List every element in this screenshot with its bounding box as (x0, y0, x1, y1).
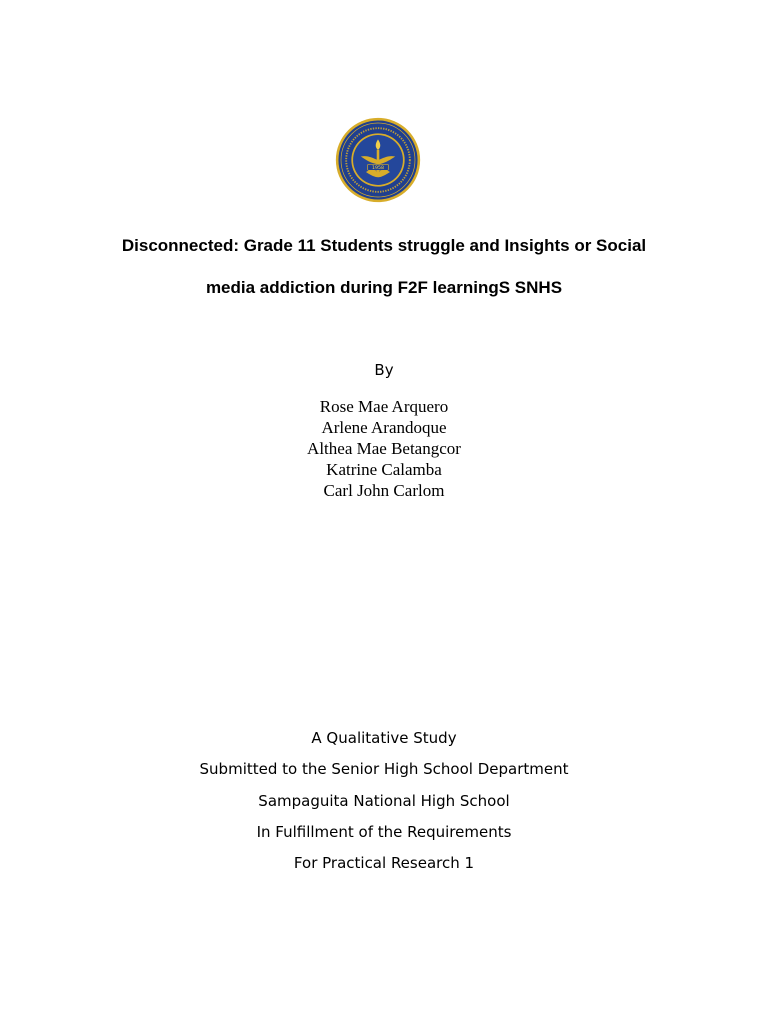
author-name: Althea Mae Betangcor (307, 439, 461, 458)
school-name: Sampaguita National High School (258, 791, 510, 810)
document-title-line-1: Disconnected: Grade 11 Students struggle and Insights or Social (121, 236, 647, 255)
fulfillment-line: In Fulfillment of the Requirements (256, 822, 512, 841)
author-name: Carl John Carlom (323, 481, 445, 500)
svg-text:1958: 1958 (371, 166, 385, 172)
author-name: Arlene Arandoque (321, 418, 447, 437)
submitted-to: Submitted to the Senior High School Department (199, 760, 569, 779)
submission-statement (0, 728, 768, 884)
author-list (0, 396, 768, 501)
by-label: By (374, 361, 394, 379)
study-type: A Qualitative Study (311, 729, 457, 747)
school-seal-logo (335, 117, 421, 203)
document-title-line-2: media addiction during F2F learningS SNHS (205, 278, 563, 297)
author-name: Katrine Calamba (326, 460, 442, 479)
course-name: For Practical Research 1 (293, 854, 475, 873)
author-name: Rose Mae Arquero (319, 397, 449, 416)
